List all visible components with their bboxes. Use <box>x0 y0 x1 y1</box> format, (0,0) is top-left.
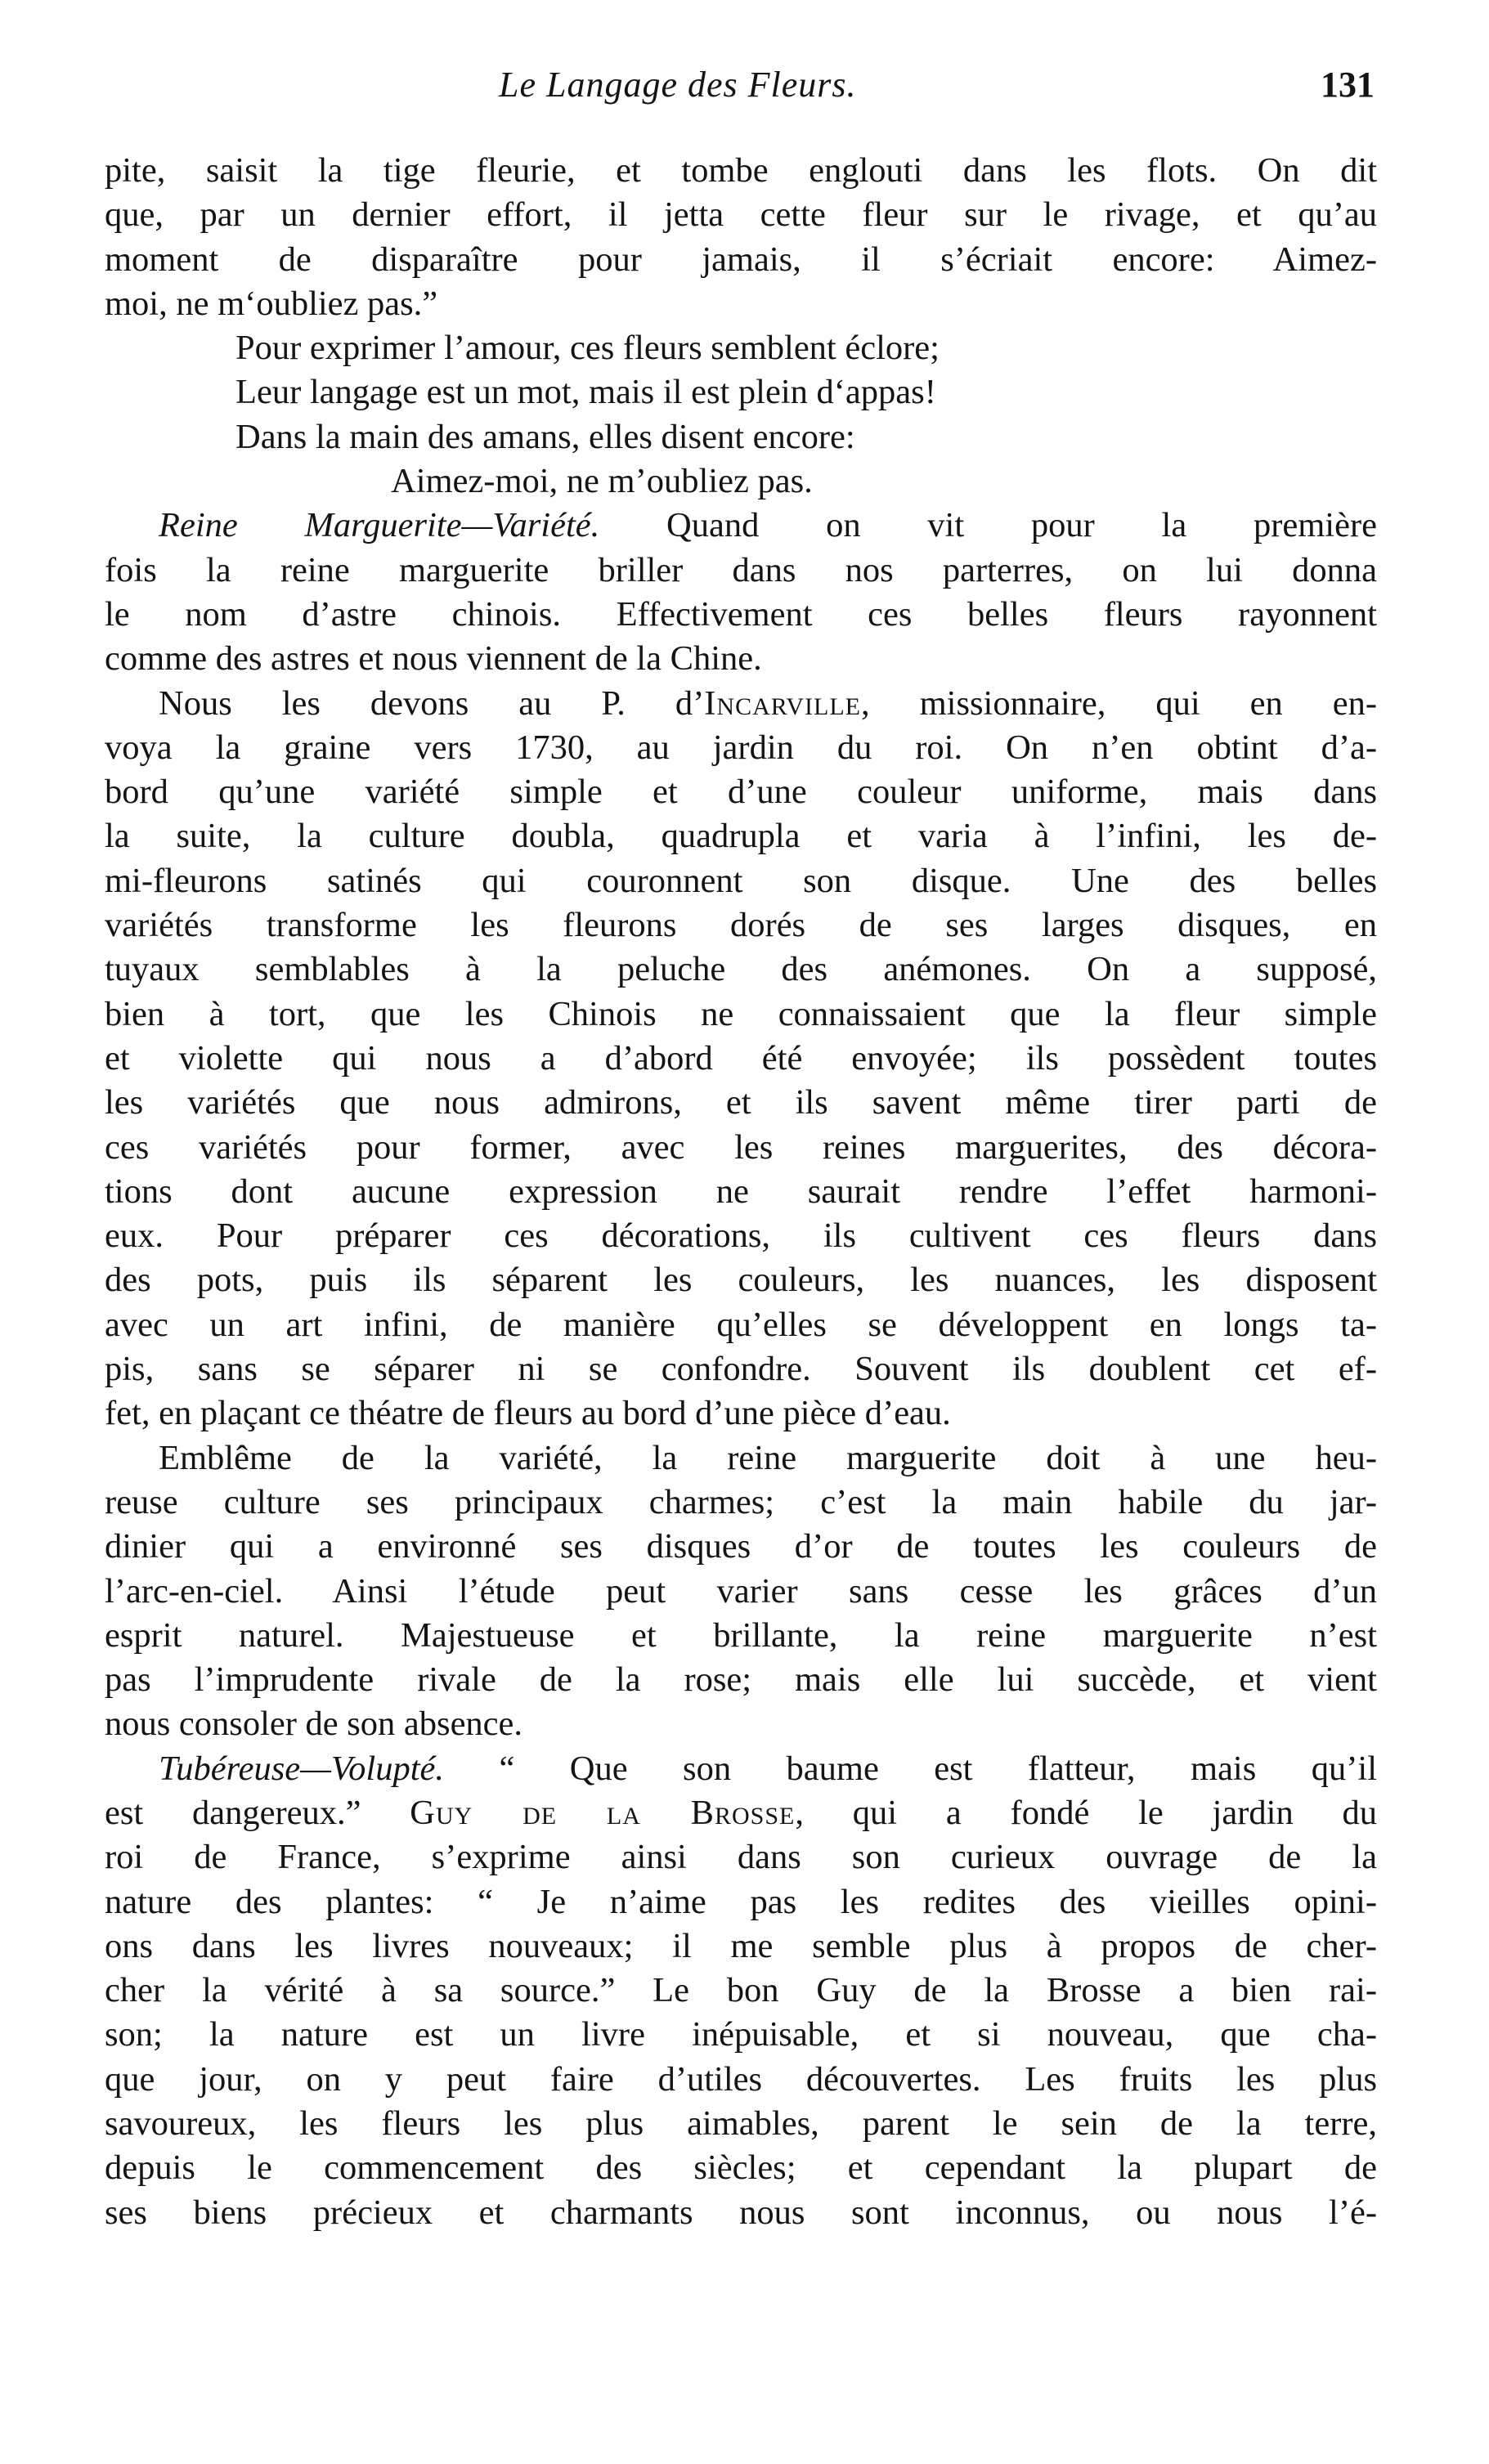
text-segment: l’arc-en-ciel. Ainsi l’étude peut varier sans cesse les grâces d’un <box>105 1571 1377 1611</box>
text-segment: Dans la main des amans, elles disent encore: <box>235 417 855 456</box>
text-line <box>105 637 1377 681</box>
text-line <box>105 1303 1377 1347</box>
text-line <box>105 1391 1377 1436</box>
text-segment: esprit naturel. Majestueuse et brillante, la reine marguerite n’est <box>105 1615 1377 1655</box>
text-segment: avec un art infini, de manière qu’elles se développent en longs ta- <box>105 1305 1377 1344</box>
text-line <box>105 1481 1377 1525</box>
text-line <box>105 1614 1377 1658</box>
text-line <box>105 149 1377 193</box>
text-segment: moment de disparaître pour jamais, il s’écriait encore: Aimez- <box>105 240 1377 279</box>
text-segment: pas l’imprudente rivale de la rose; mais elle lui succède, et vient <box>105 1660 1377 1700</box>
italic-heading: Tubéreuse—Volupté. <box>159 1749 445 1788</box>
page-header <box>0 64 1489 113</box>
text-segment: ces variétés pour former, avec les reines marguerites, des décora- <box>105 1127 1377 1167</box>
text-line <box>105 1658 1377 1702</box>
text-line <box>105 1258 1377 1302</box>
text-segment: tions dont aucune expression ne saurait rendre l’effet harmoni- <box>105 1172 1377 1211</box>
italic-heading: Reine Marguerite—Variété. <box>159 506 600 545</box>
text-line <box>105 1037 1377 1081</box>
text-segment: Quand on vit pour la première <box>599 506 1377 545</box>
text-segment: fois la reine marguerite briller dans nos parterres, on lui donna <box>105 550 1377 589</box>
text-segment: eux. Pour préparer ces décorations, ils cultivent ces fleurs dans <box>105 1216 1377 1256</box>
text-line <box>105 1924 1377 1969</box>
text-segment: Emblême de la variété, la reine marguerite doit à une heu- <box>159 1438 1377 1477</box>
text-line <box>105 814 1377 858</box>
text-line <box>105 1702 1377 1746</box>
body-text <box>105 149 1377 2235</box>
text-line <box>105 1525 1377 1569</box>
text-line <box>105 549 1377 593</box>
text-line <box>105 2102 1377 2146</box>
verse-line <box>105 326 1377 370</box>
text-segment: “ Que son baume est flatteur, mais qu’il <box>444 1749 1377 1788</box>
text-segment: Pour exprimer l’amour, ces fleurs semblent éclore; <box>235 329 940 368</box>
text-segment: variétés transforme les fleurons dorés de ses larges disques, en <box>105 906 1377 945</box>
text-line <box>105 1126 1377 1170</box>
small-caps-name: Guy de la Brosse <box>410 1793 796 1832</box>
text-line <box>105 948 1377 992</box>
text-line <box>105 1436 1377 1481</box>
text-segment: , qui a fondé le jardin du <box>795 1793 1377 1832</box>
text-line <box>105 238 1377 282</box>
text-segment: la suite, la culture doubla, quadrupla et varia à l’infini, les de- <box>105 817 1377 856</box>
text-segment: que, par un dernier effort, il jetta cette fleur sur le rivage, et qu’au <box>105 195 1377 235</box>
text-line <box>105 1347 1377 1391</box>
small-caps-name: Incarville <box>704 683 861 723</box>
text-segment: Leur langage est un mot, mais il est plein d‘appas! <box>235 373 936 412</box>
text-segment: que jour, on y peut faire d’utiles découvertes. Les fruits les plus <box>105 2059 1377 2099</box>
text-segment: ses biens précieux et charmants nous sont inconnus, ou nous l’é- <box>105 2193 1377 2232</box>
text-segment: reuse culture ses principaux charmes; c’est la main habile du jar- <box>105 1482 1377 1521</box>
text-segment: mi-fleurons satinés qui couronnent son disque. Une des belles <box>105 861 1377 900</box>
text-line <box>105 726 1377 770</box>
text-line <box>105 903 1377 948</box>
text-line <box>105 1835 1377 1879</box>
text-line <box>105 859 1377 903</box>
text-line <box>105 504 1377 548</box>
text-line <box>105 193 1377 237</box>
text-line <box>105 2058 1377 2102</box>
verse-line <box>105 459 1377 504</box>
text-segment: Aimez-moi, ne m’oubliez pas. <box>391 462 813 501</box>
text-segment: , missionnaire, qui en en- <box>860 683 1377 723</box>
text-segment: et violette qui nous a d’abord été envoyée; ils possèdent toutes <box>105 1038 1377 1077</box>
text-segment: son; la nature est un livre inépuisable, et si nouveau, que cha- <box>105 2015 1377 2054</box>
text-segment: cher la vérité à sa source.” Le bon Guy de la Brosse a bien rai- <box>105 1971 1377 2010</box>
text-segment: bord qu’une variété simple et d’une couleur uniforme, mais dans <box>105 773 1377 812</box>
text-segment: dinier qui a environné ses disques d’or de toutes les couleurs de <box>105 1527 1377 1566</box>
text-segment: comme des astres et nous viennent de la Chine. <box>105 639 762 679</box>
text-line <box>105 2013 1377 2057</box>
text-line <box>105 1214 1377 1258</box>
text-line <box>105 770 1377 814</box>
text-line <box>105 1570 1377 1614</box>
text-segment: voya la graine vers 1730, au jardin du roi. On n’en obtint d’a- <box>105 728 1377 767</box>
text-line <box>105 1747 1377 1791</box>
text-segment: depuis le commencement des siècles; et cependant la plupart de <box>105 2148 1377 2188</box>
text-line <box>105 1880 1377 1924</box>
text-segment: les variétés que nous admirons, et ils savent même tirer parti de <box>105 1083 1377 1122</box>
text-segment: savoureux, les fleurs les plus aimables, parent le sein de la terre, <box>105 2104 1377 2144</box>
text-line <box>105 1081 1377 1125</box>
text-line <box>105 1969 1377 2013</box>
text-segment: des pots, puis ils séparent les couleurs, les nuances, les disposent <box>105 1261 1377 1300</box>
text-segment: ons dans les livres nouveaux; il me semble plus à propos de cher- <box>105 1926 1377 1965</box>
text-line <box>105 992 1377 1037</box>
text-line <box>105 1791 1377 1835</box>
text-segment: bien à tort, que les Chinois ne connaissaient que la fleur simple <box>105 994 1377 1033</box>
text-segment: pite, saisit la tige fleurie, et tombe englouti dans les flots. On dit <box>105 151 1377 190</box>
running-title: Le Langage des Fleurs. <box>499 65 857 105</box>
text-segment: moi, ne m‘oubliez pas.” <box>105 284 438 323</box>
text-line <box>105 2191 1377 2235</box>
text-segment: Nous les devons au P. d’ <box>159 683 705 723</box>
text-line <box>105 593 1377 637</box>
text-line <box>105 282 1377 326</box>
text-segment: le nom d’astre chinois. Effectivement ces belles fleurs rayonnent <box>105 594 1377 634</box>
text-line <box>105 682 1377 726</box>
text-line <box>105 1170 1377 1214</box>
text-segment: fet, en plaçant ce théatre de fleurs au bord d’une pièce d’eau. <box>105 1394 951 1433</box>
text-segment: nous consoler de son absence. <box>105 1705 523 1744</box>
text-line <box>105 2146 1377 2190</box>
text-segment: pis, sans se séparer ni se confondre. Souvent ils doublent cet ef- <box>105 1350 1377 1389</box>
text-segment: nature des plantes: “ Je n’aime pas les redites des vieilles opini- <box>105 1882 1377 1921</box>
text-segment: tuyaux semblables à la peluche des anémones. On a supposé, <box>105 950 1377 989</box>
verse-line <box>105 415 1377 459</box>
verse-line <box>105 370 1377 414</box>
page-number: 131 <box>1321 65 1375 105</box>
text-segment: roi de France, s’exprime ainsi dans son curieux ouvrage de la <box>105 1838 1377 1877</box>
text-segment: est dangereux.” <box>105 1793 410 1832</box>
